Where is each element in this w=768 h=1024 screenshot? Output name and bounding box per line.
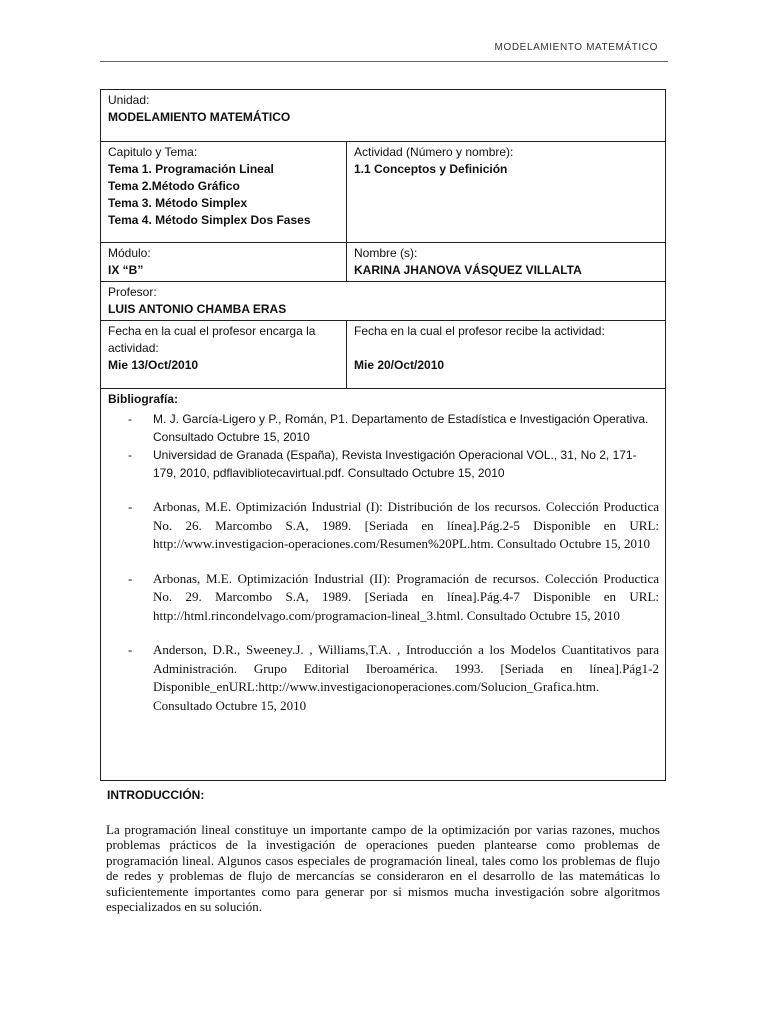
bibliografia-cell bbox=[101, 389, 666, 781]
modulo-label: Módulo: bbox=[108, 246, 151, 260]
bibliography-entry bbox=[108, 410, 659, 446]
actividad-value: 1.1 Conceptos y Definición bbox=[354, 162, 508, 176]
bibliography-text: Anderson, D.R., Sweeney.J. , Williams,T.A. , Introducción a los Modelos Cuantitativos para Administración. Grupo Editorial Iberoamérica. 1993. [Seriada en línea].Pág1-2 Disponible_enURL:http://www.investigacionoperaciones.com/Solucion_Grafica.htm. Consultado Octubre 15, 2010 bbox=[153, 642, 659, 713]
bibliography-entry bbox=[108, 498, 659, 554]
capitulo-label: Capitulo y Tema: bbox=[108, 145, 198, 159]
unidad-value: MODELAMIENTO MATEMÁTICO bbox=[108, 110, 291, 124]
profesor-cell bbox=[101, 282, 666, 321]
bibliography-text: Arbonas, M.E. Optimización Industrial (I): Distribución de los recursos. Colección Productica No. 26. Marcombo S.A, 1989. [Seriada en línea].Pág.2-5 Disponible en URL: http://www.investigacion-operaciones.com/Resumen%20PL.htm. Consultado Octubre 15, 2010 bbox=[153, 499, 659, 551]
nombre-cell bbox=[347, 243, 666, 282]
bibliography-text: Arbonas, M.E. Optimización Industrial (II): Programación de recursos. Colección Productica No. 29. Marcombo S.A, 1989. [Seriada en línea].Pág.4-7 Disponible en URL: http://html.rincondelvago.com/programacion-lineal_3.html. Consultado Octubre 15, 2010 bbox=[153, 570, 659, 623]
bibliography-entry bbox=[108, 641, 659, 715]
bibliography-list bbox=[108, 410, 659, 715]
bibliography-text: M. J. García-Ligero y P., Román, P1. Departamento de Estadística e Investigación Operativa. Consultado Octubre 15, 2010 bbox=[153, 412, 649, 444]
bibliography-entry bbox=[108, 446, 659, 482]
running-header: MODELAMIENTO MATEMÁTICO bbox=[494, 42, 658, 53]
fecha-encarga-cell bbox=[101, 321, 347, 389]
modulo-value: IX “B” bbox=[108, 263, 144, 277]
introduction-paragraph: La programación lineal constituye un importante campo de la optimización por varias razones, muchos problemas prácticos de la investigación de operaciones pueden plantearse como problemas de programación lineal. Algunos casos especiales de programación lineal, tales como los problemas de flujo de redes y problemas de flujo de mercancías se consideraron en el desarrollo de las matemáticas lo suficientemente importantes como para generar por si mismos mucha investigación sobre algoritmos especializados en su solución. bbox=[106, 822, 660, 915]
nombre-label: Nombre (s): bbox=[354, 246, 418, 260]
list-dash: - bbox=[128, 499, 133, 514]
bibliography-entry bbox=[108, 570, 659, 626]
list-dash: - bbox=[128, 642, 133, 657]
unidad-cell bbox=[101, 90, 666, 142]
actividad-cell bbox=[347, 142, 666, 243]
topic-item: Tema 1. Programación Lineal bbox=[108, 162, 274, 176]
bibliografia-title: Bibliografía: bbox=[108, 392, 179, 406]
fecha-recibe-cell bbox=[347, 321, 666, 389]
capitulo-cell bbox=[101, 142, 347, 243]
actividad-label: Actividad (Número y nombre): bbox=[354, 145, 514, 159]
profesor-label: Profesor: bbox=[108, 285, 157, 299]
topic-item: Tema 2.Método Gráfico bbox=[108, 179, 240, 193]
modulo-cell bbox=[101, 243, 347, 282]
bibliography-text: Universidad de Granada (España), Revista Investigación Operacional VOL., 31, No 2, 171-179, 2010, pdflavibliotecavirtual.pdf. Consultado Octubre 15, 2010 bbox=[153, 448, 637, 480]
nombre-value: KARINA JHANOVA VÁSQUEZ VILLALTA bbox=[354, 263, 582, 277]
list-dash: - bbox=[128, 412, 132, 426]
topic-item: Tema 3. Método Simplex bbox=[108, 196, 248, 210]
list-dash: - bbox=[128, 448, 132, 462]
header-rule bbox=[100, 61, 668, 62]
topic-item: Tema 4. Método Simplex Dos Fases bbox=[108, 213, 311, 227]
introduction-heading: INTRODUCCIÓN: bbox=[107, 788, 205, 802]
fecha-recibe-label: Fecha en la cual el profesor recibe la actividad: bbox=[354, 324, 605, 338]
fecha-encarga-value: Mie 13/Oct/2010 bbox=[108, 358, 199, 372]
list-dash: - bbox=[128, 570, 133, 586]
fecha-recibe-value: Mie 20/Oct/2010 bbox=[354, 358, 445, 372]
activity-info-table bbox=[100, 89, 666, 781]
fecha-encarga-label: Fecha en la cual el profesor encarga la actividad: bbox=[108, 324, 316, 355]
profesor-value: LUIS ANTONIO CHAMBA ERAS bbox=[108, 302, 287, 316]
unidad-label: Unidad: bbox=[108, 93, 150, 107]
